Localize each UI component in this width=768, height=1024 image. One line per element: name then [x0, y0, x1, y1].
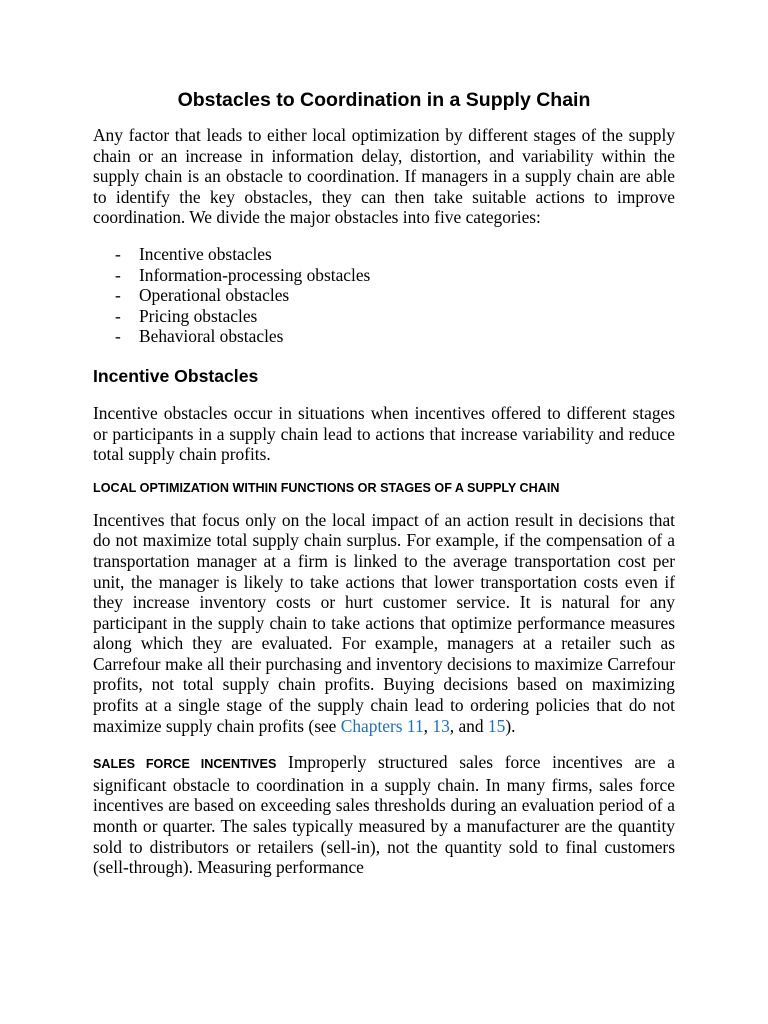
- list-item: [93, 306, 675, 327]
- bullet-dash: -: [115, 243, 121, 264]
- bullet-dash: -: [115, 305, 121, 326]
- page-title: Obstacles to Coordination in a Supply Chain: [177, 89, 591, 111]
- paragraph-text: Incentives that focus only on the local impact of an action result in decisions that do not maximize total supply chain surplus. For example, if the compensation of a transportation manager at a firm is linked to the average transportation cost per unit, the manager is likely to take actions that lower transportation costs even if they increase inventory costs or hurt customer service. It is natural for any participant in the supply chain to take actions that optimize performance measures along which they are evaluated. For example, managers at a retailer such as Carrefour make all their purchasing and inventory decisions to maximize Carrefour profits, not total supply chain profits. Buying decisions based on maximizing profits at a single stage of the supply chain lead to ordering policies that do not maximize supply chain profits (see: [93, 509, 675, 736]
- chapter-13-link[interactable]: 13: [432, 715, 450, 736]
- list-item: [93, 265, 675, 286]
- list-item-text: Behavioral obstacles: [139, 326, 284, 347]
- separator-text: , and: [449, 715, 488, 736]
- intro-paragraph: Any factor that leads to either local optimization by different stages of the supply chain or an increase in information delay, distortion, and variability within the supply chain is an obstacle to coordination. If managers in a supply chain are able to identify the key obstacles, they can then take suitable actions to improve coordination. We divide the major obstacles into five categories:: [93, 125, 675, 228]
- chapter-11-link[interactable]: Chapters 11: [340, 715, 424, 736]
- document-page: [93, 88, 675, 878]
- list-item-text: Incentive obstacles: [139, 243, 272, 264]
- obstacle-list: [93, 244, 675, 347]
- list-item-text: Pricing obstacles: [139, 305, 258, 326]
- incentive-paragraph: Incentive obstacles occur in situations when incentives offered to different stages or participants in a supply chain lead to actions that increase variability and reduce total supply chain profits.: [93, 402, 675, 465]
- paragraph-text: Improperly structured sales force incentives are a significant obstacle to coordination in a supply chain. In many firms, sales force incentives are based on exceeding sales thresholds during an evaluation period of a month or quarter. The sales typically measured by a manufacturer are the quantity sold to distributors or retailers (sell-in), not the quantity sold to final customers (sell-through). Measuring performance: [93, 752, 675, 878]
- local-optimization-paragraph: [93, 510, 675, 737]
- paragraph-end-text: ).: [505, 715, 516, 736]
- bullet-dash: -: [115, 264, 121, 285]
- subheading-local-optimization: LOCAL OPTIMIZATION WITHIN FUNCTIONS OR STAGES OF A SUPPLY CHAIN: [93, 480, 560, 495]
- list-item: [93, 326, 675, 347]
- list-item: [93, 285, 675, 306]
- separator-text: ,: [423, 715, 433, 736]
- bullet-dash: -: [115, 285, 121, 306]
- list-item: [93, 244, 675, 265]
- sales-force-paragraph: [93, 752, 675, 878]
- section-heading-incentive-obstacles: Incentive Obstacles: [93, 365, 259, 386]
- list-item-text: Operational obstacles: [139, 285, 290, 306]
- bullet-dash: -: [115, 326, 121, 347]
- list-item-text: Information-processing obstacles: [139, 264, 371, 285]
- chapter-15-link[interactable]: 15: [487, 715, 506, 736]
- subheading-sales-force-incentives: SALES FORCE INCENTIVES: [93, 757, 277, 772]
